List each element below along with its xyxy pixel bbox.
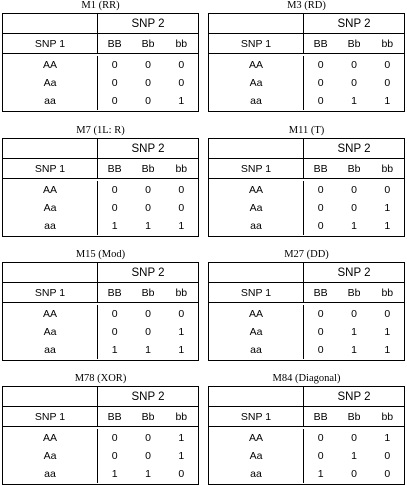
cell-value: 0 bbox=[111, 59, 118, 71]
table-row bbox=[3, 447, 198, 465]
snp1-label: SNP 1 bbox=[3, 283, 98, 302]
snp2-header-row bbox=[209, 14, 404, 34]
cell-value: 1 bbox=[111, 468, 118, 480]
cell-value: 0 bbox=[111, 450, 118, 462]
table-row bbox=[3, 181, 198, 199]
genotype-panel bbox=[2, 125, 199, 237]
panel-title: M7 (1L: R) bbox=[76, 125, 125, 136]
cell-value: 0 bbox=[178, 59, 185, 71]
corner-cell bbox=[3, 14, 98, 33]
column-header: bb bbox=[381, 162, 394, 175]
cell-value: 0 bbox=[111, 432, 118, 444]
row-label: AA bbox=[3, 429, 98, 447]
cell-value: 0 bbox=[145, 308, 151, 320]
table-row bbox=[3, 323, 198, 341]
cell-value: 1 bbox=[384, 344, 391, 356]
genotype-table bbox=[2, 386, 199, 485]
row-label: AA bbox=[209, 429, 304, 447]
column-header: bb bbox=[381, 286, 394, 299]
table-row bbox=[209, 74, 404, 92]
cell-value: 0 bbox=[145, 184, 151, 196]
snp1-label: SNP 1 bbox=[209, 283, 304, 302]
corner-cell bbox=[3, 139, 98, 158]
column-header: Bb bbox=[347, 162, 361, 175]
row-label: Aa bbox=[3, 323, 98, 341]
column-header: bb bbox=[175, 162, 188, 175]
snp2-header-row bbox=[3, 263, 198, 283]
column-header: BB bbox=[313, 410, 328, 423]
panel-title: M78 (XOR) bbox=[74, 373, 127, 384]
corner-cell bbox=[3, 263, 98, 282]
column-header: Bb bbox=[141, 162, 155, 175]
cell-value: 1 bbox=[384, 326, 391, 338]
row-label: AA bbox=[3, 181, 98, 199]
snp1-label: SNP 1 bbox=[3, 159, 98, 178]
table-row bbox=[209, 181, 404, 199]
snp1-label: SNP 1 bbox=[209, 34, 304, 53]
table-row bbox=[3, 341, 198, 359]
row-label: Aa bbox=[209, 74, 304, 92]
row-label: AA bbox=[209, 56, 304, 74]
snp2-header-row bbox=[3, 387, 198, 407]
cell-value: 0 bbox=[111, 308, 118, 320]
cell-value: 1 bbox=[351, 450, 357, 462]
cell-value: 0 bbox=[145, 95, 151, 107]
genotype-panel bbox=[208, 125, 405, 237]
cell-value: 1 bbox=[111, 344, 118, 356]
cell-value: 0 bbox=[145, 77, 151, 89]
column-header: BB bbox=[313, 286, 328, 299]
row-label: AA bbox=[3, 305, 98, 323]
row-label: aa bbox=[3, 341, 98, 359]
cell-value: 1 bbox=[178, 432, 185, 444]
column-header-row bbox=[209, 283, 404, 303]
cell-value: 1 bbox=[178, 450, 185, 462]
cell-value: 1 bbox=[384, 220, 391, 232]
cell-value: 0 bbox=[384, 450, 391, 462]
column-header: Bb bbox=[141, 37, 155, 50]
row-label: Aa bbox=[209, 323, 304, 341]
row-label: AA bbox=[209, 305, 304, 323]
cell-value: 0 bbox=[317, 220, 324, 232]
table-row bbox=[209, 92, 404, 110]
column-header-row bbox=[209, 407, 404, 427]
corner-cell bbox=[209, 263, 304, 282]
corner-cell bbox=[3, 387, 98, 406]
table-row bbox=[3, 305, 198, 323]
cell-value: 1 bbox=[351, 95, 357, 107]
panel-title: M1 (RR) bbox=[81, 0, 120, 11]
row-label: aa bbox=[3, 92, 98, 110]
cell-value: 1 bbox=[145, 220, 151, 232]
cell-value: 0 bbox=[351, 308, 357, 320]
cell-value: 1 bbox=[111, 220, 118, 232]
cell-value: 0 bbox=[178, 468, 185, 480]
cell-value: 0 bbox=[178, 184, 185, 196]
genotype-panel bbox=[208, 373, 405, 485]
genotype-panel bbox=[208, 249, 405, 361]
panel-title: M15 (Mod) bbox=[75, 249, 126, 260]
column-header-row bbox=[3, 159, 198, 179]
row-label: aa bbox=[3, 465, 98, 483]
cell-value: 0 bbox=[384, 59, 391, 71]
table-row bbox=[209, 56, 404, 74]
column-header: BB bbox=[107, 410, 122, 423]
cell-value: 0 bbox=[351, 59, 357, 71]
cell-value: 0 bbox=[384, 77, 391, 89]
column-header: BB bbox=[107, 286, 122, 299]
panel-title: M11 (T) bbox=[288, 125, 325, 136]
cell-value: 0 bbox=[384, 184, 391, 196]
genotype-panel bbox=[208, 0, 405, 112]
corner-cell bbox=[209, 139, 304, 158]
cell-value: 0 bbox=[111, 326, 118, 338]
snp2-header-row bbox=[209, 263, 404, 283]
column-header: Bb bbox=[347, 37, 361, 50]
cell-value: 0 bbox=[351, 468, 357, 480]
cell-value: 0 bbox=[317, 308, 324, 320]
genotype-panel bbox=[2, 249, 199, 361]
table-row bbox=[209, 429, 404, 447]
genotype-table bbox=[208, 386, 405, 485]
snp1-label: SNP 1 bbox=[209, 407, 304, 426]
snp2-label: SNP 2 bbox=[337, 390, 371, 403]
cell-value: 0 bbox=[145, 202, 151, 214]
row-label: aa bbox=[209, 341, 304, 359]
cell-value: 1 bbox=[384, 95, 391, 107]
table-row bbox=[209, 341, 404, 359]
column-header-row bbox=[3, 34, 198, 54]
cell-value: 1 bbox=[351, 220, 357, 232]
column-header: bb bbox=[175, 410, 188, 423]
column-header-row bbox=[3, 407, 198, 427]
snp2-label: SNP 2 bbox=[131, 266, 165, 279]
cell-value: 0 bbox=[351, 432, 357, 444]
cell-value: 1 bbox=[384, 432, 391, 444]
snp2-label: SNP 2 bbox=[131, 142, 165, 155]
table-row bbox=[209, 465, 404, 483]
cell-value: 1 bbox=[178, 344, 185, 356]
cell-value: 1 bbox=[178, 95, 185, 107]
snp1-label: SNP 1 bbox=[209, 159, 304, 178]
genotype-table bbox=[2, 262, 199, 361]
snp2-header-row bbox=[209, 139, 404, 159]
row-label: aa bbox=[209, 465, 304, 483]
column-header-row bbox=[3, 283, 198, 303]
genotype-table bbox=[2, 13, 199, 112]
cell-value: 1 bbox=[351, 326, 357, 338]
snp2-header-row bbox=[3, 14, 198, 34]
snp2-label: SNP 2 bbox=[131, 17, 165, 30]
cell-value: 1 bbox=[351, 344, 357, 356]
row-label: aa bbox=[209, 92, 304, 110]
genotype-table bbox=[2, 138, 199, 237]
snp2-label: SNP 2 bbox=[131, 390, 165, 403]
column-header: BB bbox=[107, 37, 122, 50]
cell-value: 0 bbox=[145, 450, 151, 462]
cell-value: 0 bbox=[145, 326, 151, 338]
row-label: Aa bbox=[209, 199, 304, 217]
column-header: bb bbox=[381, 410, 394, 423]
cell-value: 1 bbox=[317, 468, 324, 480]
column-header: bb bbox=[175, 37, 188, 50]
table-row bbox=[3, 429, 198, 447]
snp2-label: SNP 2 bbox=[337, 142, 371, 155]
corner-cell bbox=[209, 387, 304, 406]
column-header: Bb bbox=[141, 410, 155, 423]
cell-value: 0 bbox=[178, 308, 185, 320]
column-header-row bbox=[209, 159, 404, 179]
cell-value: 0 bbox=[384, 308, 391, 320]
cell-value: 0 bbox=[317, 326, 324, 338]
table-row bbox=[3, 217, 198, 235]
table-row bbox=[3, 199, 198, 217]
column-header: bb bbox=[175, 286, 188, 299]
genotype-table bbox=[208, 262, 405, 361]
cell-value: 0 bbox=[384, 468, 391, 480]
table-row bbox=[3, 56, 198, 74]
row-label: aa bbox=[3, 217, 98, 235]
table-row bbox=[209, 323, 404, 341]
cell-value: 0 bbox=[317, 344, 324, 356]
genotype-table bbox=[208, 138, 405, 237]
table-row bbox=[209, 447, 404, 465]
cell-value: 0 bbox=[317, 202, 324, 214]
column-header: Bb bbox=[347, 410, 361, 423]
column-header: BB bbox=[313, 162, 328, 175]
column-header: Bb bbox=[141, 286, 155, 299]
table-row bbox=[3, 92, 198, 110]
table-row bbox=[3, 465, 198, 483]
cell-value: 0 bbox=[111, 202, 118, 214]
cell-value: 1 bbox=[384, 202, 391, 214]
column-header: BB bbox=[107, 162, 122, 175]
cell-value: 0 bbox=[178, 202, 185, 214]
cell-value: 0 bbox=[317, 95, 324, 107]
cell-value: 0 bbox=[351, 184, 357, 196]
snp2-header-row bbox=[3, 139, 198, 159]
snp2-header-row bbox=[209, 387, 404, 407]
column-header-row bbox=[209, 34, 404, 54]
cell-value: 0 bbox=[317, 59, 324, 71]
genotype-panel bbox=[2, 373, 199, 485]
cell-value: 0 bbox=[111, 184, 118, 196]
genotype-table bbox=[208, 13, 405, 112]
row-label: AA bbox=[209, 181, 304, 199]
row-label: Aa bbox=[209, 447, 304, 465]
cell-value: 1 bbox=[145, 468, 151, 480]
genotype-panel bbox=[2, 0, 199, 112]
cell-value: 1 bbox=[178, 220, 185, 232]
column-header: BB bbox=[313, 37, 328, 50]
cell-value: 0 bbox=[111, 95, 118, 107]
cell-value: 0 bbox=[351, 202, 357, 214]
cell-value: 0 bbox=[317, 77, 324, 89]
cell-value: 0 bbox=[145, 59, 151, 71]
row-label: Aa bbox=[3, 74, 98, 92]
column-header: bb bbox=[381, 37, 394, 50]
table-row bbox=[3, 74, 198, 92]
cell-value: 1 bbox=[178, 326, 185, 338]
cell-value: 0 bbox=[317, 450, 324, 462]
snp1-label: SNP 1 bbox=[3, 407, 98, 426]
row-label: Aa bbox=[3, 447, 98, 465]
panel-title: M84 (Diagonal) bbox=[272, 373, 341, 384]
snp1-label: SNP 1 bbox=[3, 34, 98, 53]
cell-value: 1 bbox=[145, 344, 151, 356]
column-header: Bb bbox=[347, 286, 361, 299]
cell-value: 0 bbox=[178, 77, 185, 89]
cell-value: 0 bbox=[145, 432, 151, 444]
cell-value: 0 bbox=[317, 432, 324, 444]
cell-value: 0 bbox=[351, 77, 357, 89]
table-row bbox=[209, 217, 404, 235]
cell-value: 0 bbox=[317, 184, 324, 196]
table-row bbox=[209, 305, 404, 323]
row-label: aa bbox=[209, 217, 304, 235]
snp2-label: SNP 2 bbox=[337, 266, 371, 279]
cell-value: 0 bbox=[111, 77, 118, 89]
snp2-label: SNP 2 bbox=[337, 17, 371, 30]
panel-title: M27 (DD) bbox=[284, 249, 329, 260]
row-label: AA bbox=[3, 56, 98, 74]
row-label: Aa bbox=[3, 199, 98, 217]
table-row bbox=[209, 199, 404, 217]
corner-cell bbox=[209, 14, 304, 33]
panel-title: M3 (RD) bbox=[287, 0, 326, 11]
